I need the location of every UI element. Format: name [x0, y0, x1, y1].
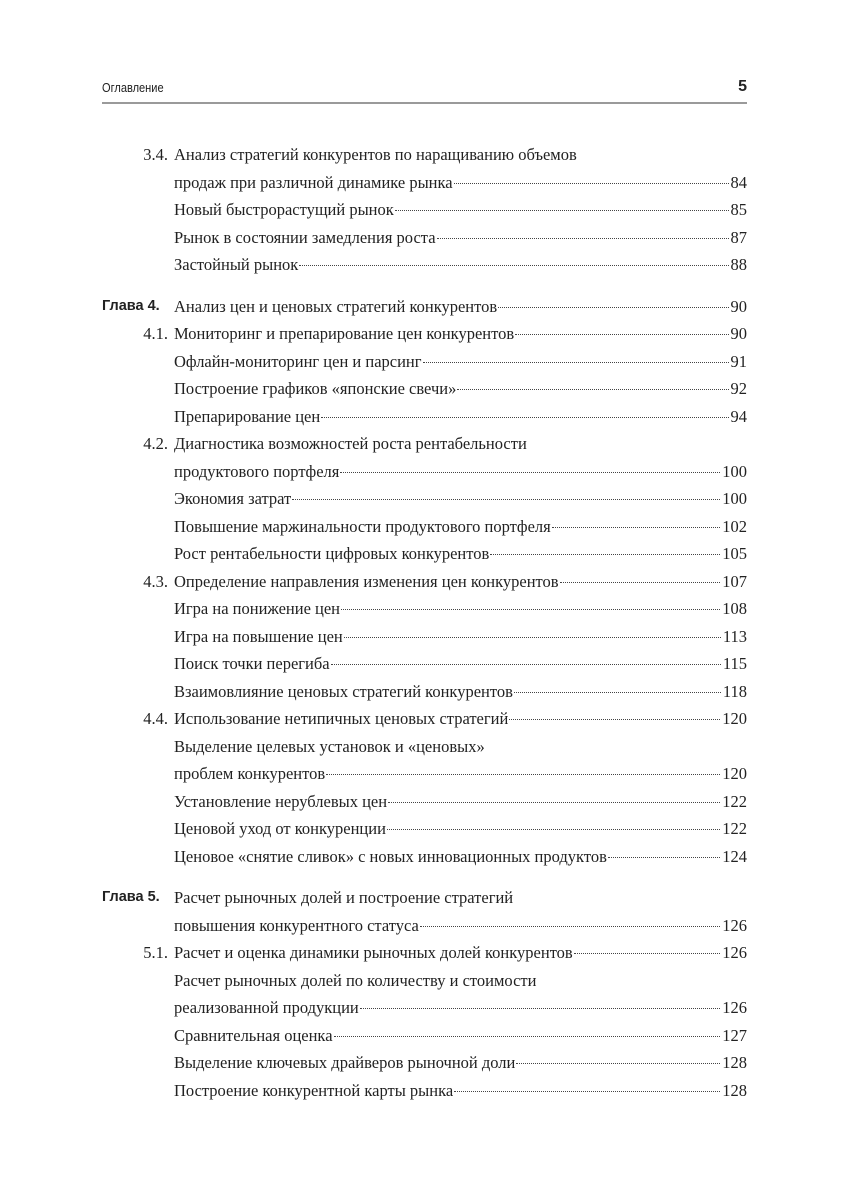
toc-subsection-entry: [102, 375, 747, 403]
toc-page-number: 88: [730, 255, 747, 274]
toc-entry-number: 4.4.: [143, 709, 168, 728]
toc-page-number: 100: [722, 461, 747, 481]
toc-entry-number: 4.2.: [143, 434, 168, 453]
dot-leader: [516, 1063, 720, 1064]
toc-entry-title: Диагностика возможностей роста рентабельности: [174, 434, 527, 453]
toc-entry-title: Ценовой уход от конкуренции: [174, 819, 386, 838]
toc-page-number: 107: [722, 571, 747, 591]
toc-entry-title: Расчет рыночных долей по количеству и стоимости: [174, 970, 537, 990]
toc-entry-title: Застойный рынок: [174, 255, 299, 274]
dot-leader: [420, 926, 720, 927]
dot-leader: [514, 692, 721, 693]
toc-page-number: 122: [722, 819, 747, 838]
toc-subsection-entry: [102, 623, 747, 651]
toc-subsection-entry: [102, 348, 747, 376]
toc-entry-title: реализованной продукции: [174, 998, 359, 1017]
toc-section-entry: [102, 568, 747, 596]
toc-entry-title: Рост рентабельности цифровых конкурентов: [174, 544, 490, 563]
toc-entry-number: Глава 4.: [102, 297, 160, 314]
toc-entry-title: Построение конкурентной карты рынка: [174, 1080, 454, 1100]
dot-leader: [331, 664, 721, 665]
toc-section-entry: [102, 705, 747, 733]
toc-section-entry: [102, 939, 747, 967]
toc-page-number: 105: [722, 544, 747, 563]
toc-page-number: 120: [722, 709, 747, 728]
toc-page-number: 124: [722, 846, 747, 866]
toc-entry-title: Игра на повышение цен: [174, 626, 343, 646]
dot-leader: [574, 953, 721, 954]
toc-chapter-entry: [102, 912, 747, 940]
toc-entry-title: Мониторинг и препарирование цен конкурентов: [174, 324, 515, 343]
toc-entry-title: Анализ стратегий конкурентов по наращиванию объемов: [174, 145, 577, 164]
toc-subsection-entry: [102, 733, 747, 761]
toc-page-number: 126: [722, 915, 747, 935]
table-of-contents: [102, 141, 747, 1104]
dot-leader: [321, 417, 728, 418]
toc-chapter-entry: [102, 884, 747, 912]
toc-entry-title: Новый быстрорастущий рынок: [174, 200, 394, 219]
dot-leader: [395, 210, 729, 211]
toc-entry-title: продуктового портфеля: [174, 461, 340, 481]
toc-page-number: 100: [722, 489, 747, 508]
toc-page-number: 122: [722, 791, 747, 811]
toc-subsection-entry: [102, 196, 747, 224]
toc-page-number: 91: [730, 351, 747, 371]
dot-leader: [299, 265, 728, 266]
toc-entry-title: Выделение целевых установок и «ценовых»: [174, 736, 485, 756]
dot-leader: [552, 527, 721, 528]
toc-subsection-entry: [102, 760, 747, 788]
dot-leader: [515, 334, 728, 335]
toc-subsection-entry: [102, 843, 747, 871]
toc-page-number: 90: [730, 324, 747, 343]
toc-entry-title: Игра на понижение цен: [174, 599, 340, 618]
toc-subsection-entry: [102, 251, 747, 279]
dot-leader: [437, 238, 729, 239]
toc-entry-title: Взаимовлияние ценовых стратегий конкурентов: [174, 681, 513, 701]
toc-subsection-entry: [102, 650, 747, 678]
toc-entry-title: Определение направления изменения цен конкурентов: [174, 571, 559, 591]
toc-entry-title: Ценовое «снятие сливок» с новых инновационных продуктов: [174, 846, 607, 866]
toc-subsection-entry: [102, 967, 747, 995]
toc-subsection-entry: [102, 595, 747, 623]
toc-section-entry: [102, 320, 747, 348]
toc-page-number: 118: [722, 681, 747, 701]
dot-leader: [498, 307, 728, 308]
dot-leader: [360, 1008, 721, 1009]
toc-entry-title: Выделение ключевых драйверов рыночной доли: [174, 1053, 516, 1072]
toc-page-number: 127: [722, 1025, 747, 1045]
toc-entry-title: Расчет и оценка динамики рыночных долей конкурентов: [174, 943, 573, 962]
toc-subsection-entry: [102, 678, 747, 706]
toc-page-number: 94: [730, 406, 747, 426]
toc-section-entry: [102, 141, 747, 169]
toc-entry-title: Построение графиков «японские свечи»: [174, 379, 457, 398]
dot-leader: [509, 719, 720, 720]
toc-page-number: 128: [722, 1053, 747, 1072]
toc-entry-title: Использование нетипичных ценовых стратегий: [174, 709, 509, 728]
toc-subsection-entry: [102, 513, 747, 541]
dot-leader: [326, 774, 720, 775]
toc-subsection-entry: [102, 540, 747, 568]
toc-page-number: 120: [722, 764, 747, 783]
toc-subsection-entry: [102, 1049, 747, 1077]
toc-entry-number: Глава 5.: [102, 889, 160, 905]
toc-page-number: 115: [722, 654, 747, 673]
toc-subsection-entry: [102, 1022, 747, 1050]
page-number: 5: [738, 78, 747, 95]
toc-page-number: 85: [730, 200, 747, 219]
toc-chapter-entry: [102, 293, 747, 321]
toc-subsection-entry: [102, 224, 747, 252]
dot-leader: [490, 554, 720, 555]
dot-leader: [334, 1036, 721, 1037]
toc-entry-title: продаж при различной динамике рынка: [174, 172, 453, 192]
toc-page-number: 90: [730, 296, 747, 316]
toc-entry-title: повышения конкурентного статуса: [174, 915, 419, 935]
dot-leader: [560, 582, 721, 583]
toc-entry-title: Сравнительная оценка: [174, 1025, 333, 1045]
toc-subsection-entry: [102, 403, 747, 431]
toc-entry-number: 3.4.: [143, 145, 168, 164]
dot-leader: [387, 829, 720, 830]
toc-entry-title: Установление нерублевых цен: [174, 791, 388, 811]
toc-subsection-entry: [102, 788, 747, 816]
dot-leader: [340, 472, 720, 473]
toc-page-number: 108: [722, 599, 747, 618]
header-rule: [102, 102, 747, 104]
toc-page-number: 113: [722, 626, 747, 646]
toc-entry-number: 5.1.: [143, 943, 168, 962]
toc-entry-title: Экономия затрат: [174, 489, 292, 508]
toc-entry-number: 4.3.: [143, 571, 168, 591]
dot-leader: [292, 499, 720, 500]
toc-page-number: 126: [722, 943, 747, 962]
dot-leader: [454, 183, 729, 184]
dot-leader: [388, 802, 720, 803]
toc-section-entry: [102, 430, 747, 458]
toc-subsection-entry: [102, 994, 747, 1022]
toc-entry-title: Анализ цен и ценовых стратегий конкурентов: [174, 296, 498, 316]
dot-leader: [341, 609, 720, 610]
toc-entry-title: проблем конкурентов: [174, 764, 326, 783]
toc-entry-title: Повышение маржинальности продуктового портфеля: [174, 516, 551, 536]
toc-entry-title: Рынок в состоянии замедления роста: [174, 227, 436, 247]
toc-entry-title: Расчет рыночных долей и построение стратегий: [174, 888, 514, 907]
toc-page-number: 87: [730, 227, 747, 247]
dot-leader: [608, 857, 720, 858]
toc-page-number: 126: [722, 998, 747, 1017]
toc-subsection-entry: [102, 485, 747, 513]
toc-section-entry: [102, 458, 747, 486]
toc-entry-number: 4.1.: [143, 324, 168, 343]
dot-leader: [454, 1091, 720, 1092]
toc-section-entry: [102, 169, 747, 197]
toc-page-number: 102: [722, 516, 747, 536]
dot-leader: [457, 389, 728, 390]
toc-entry-title: Препарирование цен: [174, 406, 321, 426]
running-header-title: Оглавление: [102, 80, 164, 95]
toc-subsection-entry: [102, 815, 747, 843]
dot-leader: [423, 362, 729, 363]
dot-leader: [344, 637, 721, 638]
toc-entry-title: Офлайн-мониторинг цен и парсинг: [174, 351, 422, 371]
toc-page-number: 128: [722, 1080, 747, 1100]
running-header: [102, 78, 747, 98]
toc-page-number: 84: [730, 172, 747, 192]
toc-entry-title: Поиск точки перегиба: [174, 654, 330, 673]
toc-page-number: 92: [730, 379, 747, 398]
toc-subsection-entry: [102, 1077, 747, 1105]
